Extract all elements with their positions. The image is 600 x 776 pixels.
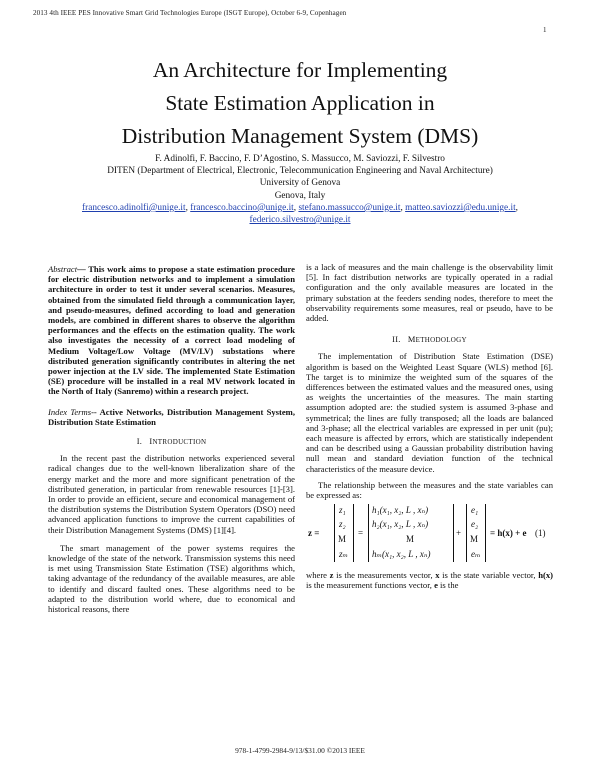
equation-rhs: = h(x) + e — [490, 528, 527, 539]
title-line-3: Distribution Management System (DMS) — [121, 124, 479, 148]
intro-paragraph-1: In the recent past the distribution networks experienced several radical changes due to the well-known liberalization share of the energy market and the more and more significant penetration of the distributed generation, in particular from renewable resources [1]-[3]. In order to provide an efficient, secure and economical management of the distribution systems the Distribution System Operators (DSO) need advanced application functions to improve the current capabilities of their Distribution Management Systems (DMS) [1][4]. — [48, 453, 295, 535]
equation-1 — [306, 504, 553, 564]
equation-lhs: z = — [308, 528, 320, 539]
section-title-first: M — [407, 335, 416, 345]
left-column — [48, 264, 295, 618]
email-link[interactable]: matteo.saviozzi@edu.unige.it — [405, 202, 516, 213]
z-entry: z₂ — [339, 519, 346, 530]
equals-sign: = — [358, 528, 364, 539]
h-entry: h₂(x₁, x₂, L , xₙ) — [372, 519, 429, 530]
department: DITEN (Department of Electrical, Electronic, Telecommunication Engineering and Naval Architecture) — [107, 166, 493, 177]
section-number: II. — [392, 335, 401, 345]
z-entry: z₁ — [339, 505, 346, 516]
section-number: I. — [136, 437, 143, 447]
intro-paragraph-continued: is a lack of measures and the main challenge is the observability limit [5]. In fact distribution networks are typically operated in a radial configuration and the only available measures are located in the primary substation at the feeders sending nodes, therefore to meet the observability requirements some measures, real or pseudo, have to be added. — [306, 262, 553, 324]
conference-header: 2013 4th IEEE PES Innovative Smart Grid Technologies Europe (ISGT Europe), October 6-9, Copenhagen — [33, 9, 347, 17]
text-fragment: where — [306, 570, 327, 581]
page-number: 1 — [543, 26, 547, 34]
right-column — [306, 262, 553, 595]
h-entry: hₘ(x₁, x₂, L , xₙ) — [372, 549, 431, 560]
method-paragraph-1: The implementation of Distribution State Estimation (DSE) algorithm is based on the Weighted Least Square (WLS) method [6]. The target is to minimize the weighted sum of the squares of the differences between the estimated values and the measured ones, using as weights the uncertainties of the measures. The main starting assumption adopted are: the studied system is assumed 3-phase and symmetrical; the lines are fully transposed; all the loads are balanced and 3-phase; all the electrical variables are expressed in per unit (pu); each measure is affected by errors, which are statistically independent and can be described using a Gaussian probability distribution having null mean and standard deviation function of the technical characteristics of the measure device. — [306, 351, 553, 474]
section-heading-introduction — [48, 437, 295, 447]
index-terms — [48, 407, 295, 427]
text-fragment: is the state variable vector, — [442, 570, 536, 581]
copyright-footer: 978-1-4799-2984-9/13/$31.00 ©2013 IEEE — [235, 746, 365, 755]
city: Genova, Italy — [274, 190, 326, 201]
section-title-first: I — [149, 437, 153, 447]
abstract-label: Abstract — [48, 264, 78, 274]
h-entry: h₁(x₁, x₂, L , xₙ) — [372, 505, 429, 516]
text-fragment: is the — [440, 580, 459, 591]
email-link[interactable]: federico.silvestro@unige.it — [249, 215, 351, 226]
z-entry: M — [338, 534, 347, 545]
text-fragment: is the measurement functions vector, — [306, 580, 432, 591]
index-terms-text: -- Active Networks, Distribution Management System, Distribution State Estimation — [48, 406, 295, 427]
email-list: francesco.adinolfi@unige.it, francesco.baccino@unige.it, stefano.massucco@unige.it, matteo.saviozzi@edu.unige.it, — [82, 202, 518, 213]
method-paragraph-3 — [306, 570, 553, 590]
plus-sign: + — [456, 528, 462, 539]
email-link[interactable]: francesco.baccino@unige.it — [190, 202, 294, 213]
section-title-rest: ETHODOLOGY — [415, 336, 467, 345]
equation-number: (1) — [535, 528, 546, 539]
email-list-line-2 — [0, 214, 600, 226]
symbol-z: z — [329, 570, 334, 581]
university: University of Genova — [259, 178, 341, 189]
e-entry: M — [470, 534, 479, 545]
h-entry: M — [406, 534, 415, 545]
z-entry: zₘ — [339, 549, 349, 560]
section-title-rest: NTRODUCTION — [152, 438, 207, 447]
symbol-hx: h(x) — [538, 570, 553, 581]
symbol-e: e — [434, 580, 438, 591]
e-entry: e₂ — [471, 519, 479, 530]
email-link[interactable]: stefano.massucco@unige.it — [298, 202, 401, 213]
author-block — [0, 153, 600, 226]
abstract-text: — This work aims to propose a state estimation procedure for electric distribution networks and to implement a simulation architecture in order to test it under several scenarios. Measures, obtained from the simulated field through a communication layer, and pseudo-measures, defined according to load and generation models, are combined in different shares to observe the algorithm performances and the effects on the estimation quality. The work also investigates the necessity of a correct load modeling of Medium Voltage/Low Voltage (MV/LV) substations where distributed generation significantly contributes in altering the net power injection at the LV side. The implemented State Estimation (SE) procedure will be installed in a real MV network located in the North of Italy (Sanremo) within a research project. — [48, 264, 295, 397]
paper-title — [0, 54, 600, 153]
symbol-x: x — [435, 570, 440, 581]
text-fragment: is the measurements vector, — [336, 570, 433, 581]
title-line-2: State Estimation Application in — [165, 91, 435, 115]
abstract — [48, 264, 295, 397]
method-paragraph-2: The relationship between the measures and the state variables can be expressed as: — [306, 479, 553, 501]
e-entry: e₁ — [471, 505, 479, 516]
section-heading-methodology — [306, 335, 553, 345]
email-link[interactable]: francesco.adinolfi@unige.it — [82, 202, 186, 213]
author-names: F. Adinolfi, F. Baccino, F. D’Agostino, S. Massucco, M. Saviozzi, F. Silvestro — [155, 154, 445, 164]
title-line-1: An Architecture for Implementing — [152, 58, 448, 82]
e-entry: eₘ — [471, 549, 481, 560]
index-terms-label: Index Terms — [48, 406, 92, 417]
intro-paragraph-2: The smart management of the power systems requires the knowledge of the state of the network. Transmission systems this need is met using Transmission State Estimation (TSE) algorithms which, taking advantage of the redundancy of the available measures, are able to identify and discard faulted ones. These algorithms need to be adapted to the distribution world where, due to economical and historical reasons, there — [48, 542, 295, 615]
